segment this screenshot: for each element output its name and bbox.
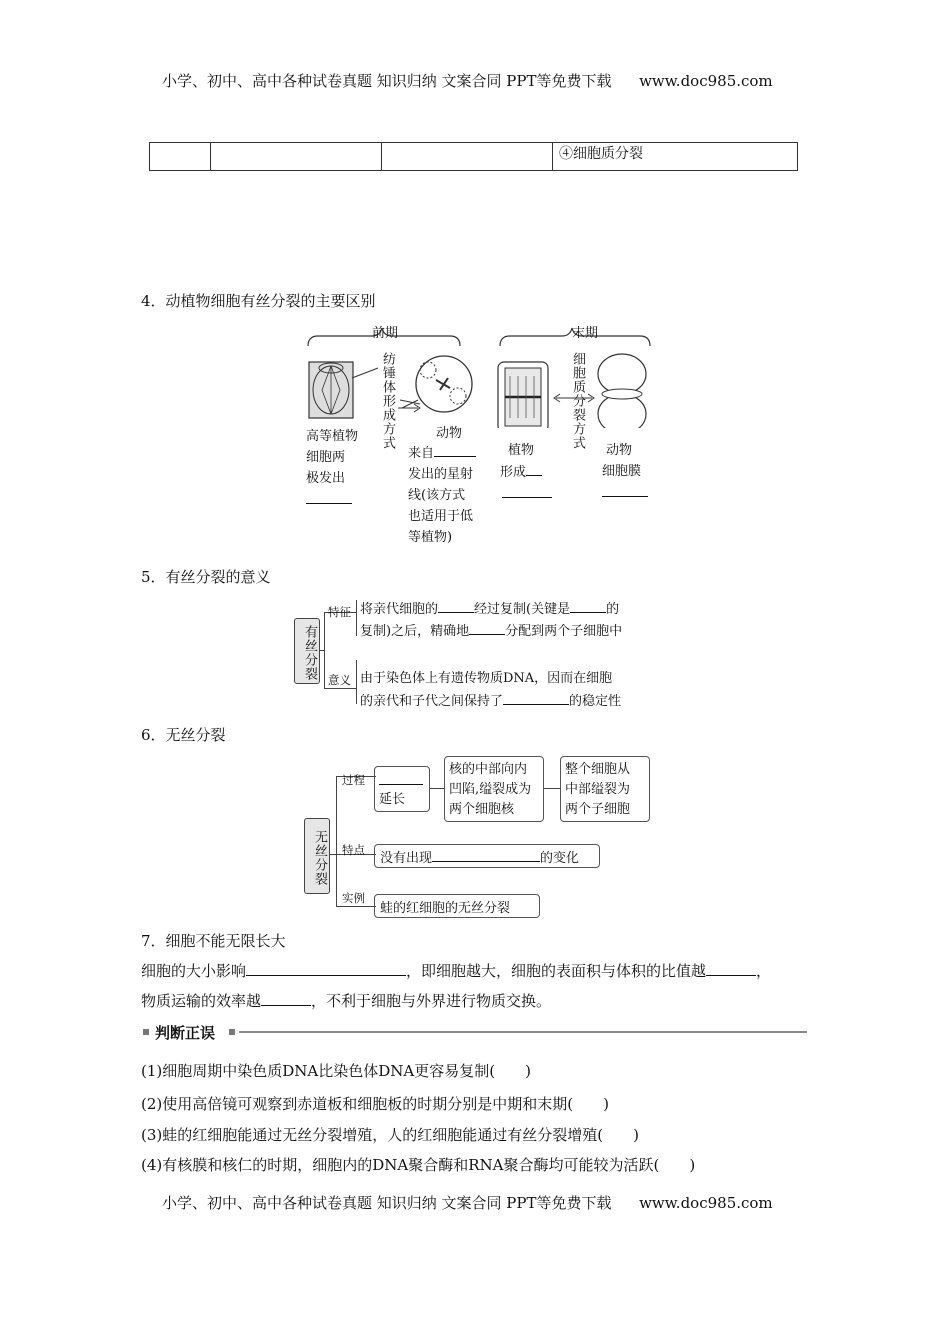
text: 物质运输的效率越 <box>141 992 262 1010</box>
text-line: 凹陷,缢裂成为 <box>449 782 532 797</box>
text-line: 细胞膜 <box>602 464 642 479</box>
late-label: 末期 <box>572 326 599 341</box>
animal-early-title: 动物 <box>436 426 463 441</box>
judge-item: (4)有核膜和核仁的时期，细胞内的DNA聚合酶和RNA聚合酶均可能较为活跃( ) <box>141 1156 696 1174</box>
diagram-art <box>300 318 660 428</box>
blank <box>503 690 569 705</box>
text-line: 细胞两 <box>306 450 346 465</box>
text-line: 两个子细胞 <box>565 802 631 817</box>
cytoplasm-label: 细胞质分裂方式 <box>570 352 585 450</box>
square-bullet-icon <box>229 1029 235 1035</box>
section7-title: 7．细胞不能无限长大 <box>141 932 286 950</box>
text-line: 植物 <box>508 443 535 458</box>
text: ，即细胞越大，细胞的表面积与体积的比值越 <box>406 962 707 980</box>
text: 经过复制(关键是 <box>474 602 571 617</box>
page-header <box>162 70 773 91</box>
amitosis-diagram <box>304 754 654 922</box>
blank <box>602 482 648 497</box>
text-line: 核的中部向内 <box>449 762 528 777</box>
text: 的 <box>606 602 620 617</box>
text: 由于染色体上有遗传物质DNA，因而在细胞 <box>360 671 613 686</box>
judge-title: 判断正误 <box>155 1024 216 1042</box>
text: 的变化 <box>540 851 580 866</box>
example-box: 蛙的红细胞的无丝分裂 <box>374 894 540 918</box>
text: 延长 <box>379 792 406 807</box>
top-table <box>149 142 798 171</box>
text-line: 来自 <box>408 446 435 461</box>
square-bullet-icon <box>143 1029 149 1035</box>
meaning-label: 意义 <box>328 673 351 687</box>
text: 复制)之后，精确地 <box>360 624 470 639</box>
section5-title: 5．有丝分裂的意义 <box>141 568 271 586</box>
header-url: www.doc985.com <box>639 72 773 90</box>
root-box: 无丝分裂 <box>304 818 330 894</box>
blank <box>379 770 423 785</box>
blank <box>306 489 352 504</box>
process-box-2 <box>444 756 544 822</box>
text: 没有出现 <box>380 851 433 866</box>
text-line: 整个细胞从 <box>565 762 631 777</box>
section7-line1 <box>141 960 771 981</box>
text: 细胞的大小影响 <box>141 962 247 980</box>
judge-item: (1)细胞周期中染色质DNA比染色体DNA更容易复制( ) <box>141 1062 531 1080</box>
mitosis-meaning-diagram <box>294 596 674 714</box>
meaning-text <box>360 668 621 713</box>
process-box-1 <box>374 766 430 812</box>
table-cell: ④细胞质分裂 <box>553 143 798 171</box>
judge-item: (3)蛙的红细胞能通过无丝分裂增殖，人的红细胞能通过有丝分裂增殖( ) <box>141 1126 639 1144</box>
feature-text <box>360 598 622 642</box>
plant-early-text <box>306 426 358 511</box>
mitosis-diagram <box>300 318 660 558</box>
text-line: 中部缢裂为 <box>565 782 631 797</box>
text: 的稳定性 <box>569 694 622 709</box>
text: 将亲代细胞的 <box>360 602 439 617</box>
table-cell <box>150 143 211 171</box>
blank <box>570 598 606 613</box>
plant-late-text <box>500 440 552 505</box>
text-line: 两个细胞核 <box>449 802 515 817</box>
blank <box>706 961 756 976</box>
text-line: 线(该方式 <box>408 488 466 503</box>
animal-late-text <box>602 440 648 504</box>
blank <box>434 442 476 457</box>
text: 的亲代和子代之间保持了 <box>360 694 504 709</box>
feature-label: 特点 <box>342 843 365 857</box>
root-box: 有丝分裂 <box>294 618 320 684</box>
text: ，不利于细胞与外界进行物质交换。 <box>311 992 552 1010</box>
blank <box>526 461 542 476</box>
banner-line <box>239 1031 807 1033</box>
process-label: 过程 <box>342 773 365 787</box>
judge-banner <box>141 1022 811 1044</box>
feature-box <box>374 844 600 868</box>
section7-line2 <box>141 990 551 1011</box>
blank <box>246 961 406 976</box>
section6-title: 6．无丝分裂 <box>141 726 226 744</box>
blank <box>469 620 505 635</box>
footer-url: www.doc985.com <box>639 1194 773 1212</box>
feature-label: 特征 <box>328 605 351 619</box>
header-text: 小学、初中、高中各种试卷真题 知识归纳 文案合同 PPT等免费下载 <box>162 72 612 90</box>
text-line: 形成 <box>500 465 527 480</box>
table-cell <box>211 143 382 171</box>
text-line: 等植物) <box>408 530 453 545</box>
text-line: 高等植物 <box>306 429 359 444</box>
judge-item: (2)使用高倍镜可观察到赤道板和细胞板的时期分别是中期和末期( ) <box>141 1095 609 1113</box>
blank <box>438 598 474 613</box>
blank <box>261 991 311 1006</box>
early-label: 前期 <box>372 326 399 341</box>
section4-title: 4．动植物细胞有丝分裂的主要区别 <box>141 292 376 310</box>
footer-text: 小学、初中、高中各种试卷真题 知识归纳 文案合同 PPT等免费下载 <box>162 1194 612 1212</box>
animal-early-text <box>408 442 476 548</box>
text-line: 极发出 <box>306 471 346 486</box>
blank <box>432 847 540 862</box>
text-line: 发出的星射 <box>408 467 474 482</box>
text: ， <box>756 962 772 980</box>
spindle-label: 纺锤体形成方式 <box>380 352 395 450</box>
example-label: 实例 <box>342 891 365 905</box>
table-cell <box>382 143 553 171</box>
text-line: 动物 <box>606 443 633 458</box>
text: 分配到两个子细胞中 <box>505 624 623 639</box>
process-box-3 <box>560 756 650 822</box>
blank <box>502 483 552 498</box>
page-footer <box>162 1192 773 1213</box>
text-line: 也适用于低 <box>408 509 474 524</box>
